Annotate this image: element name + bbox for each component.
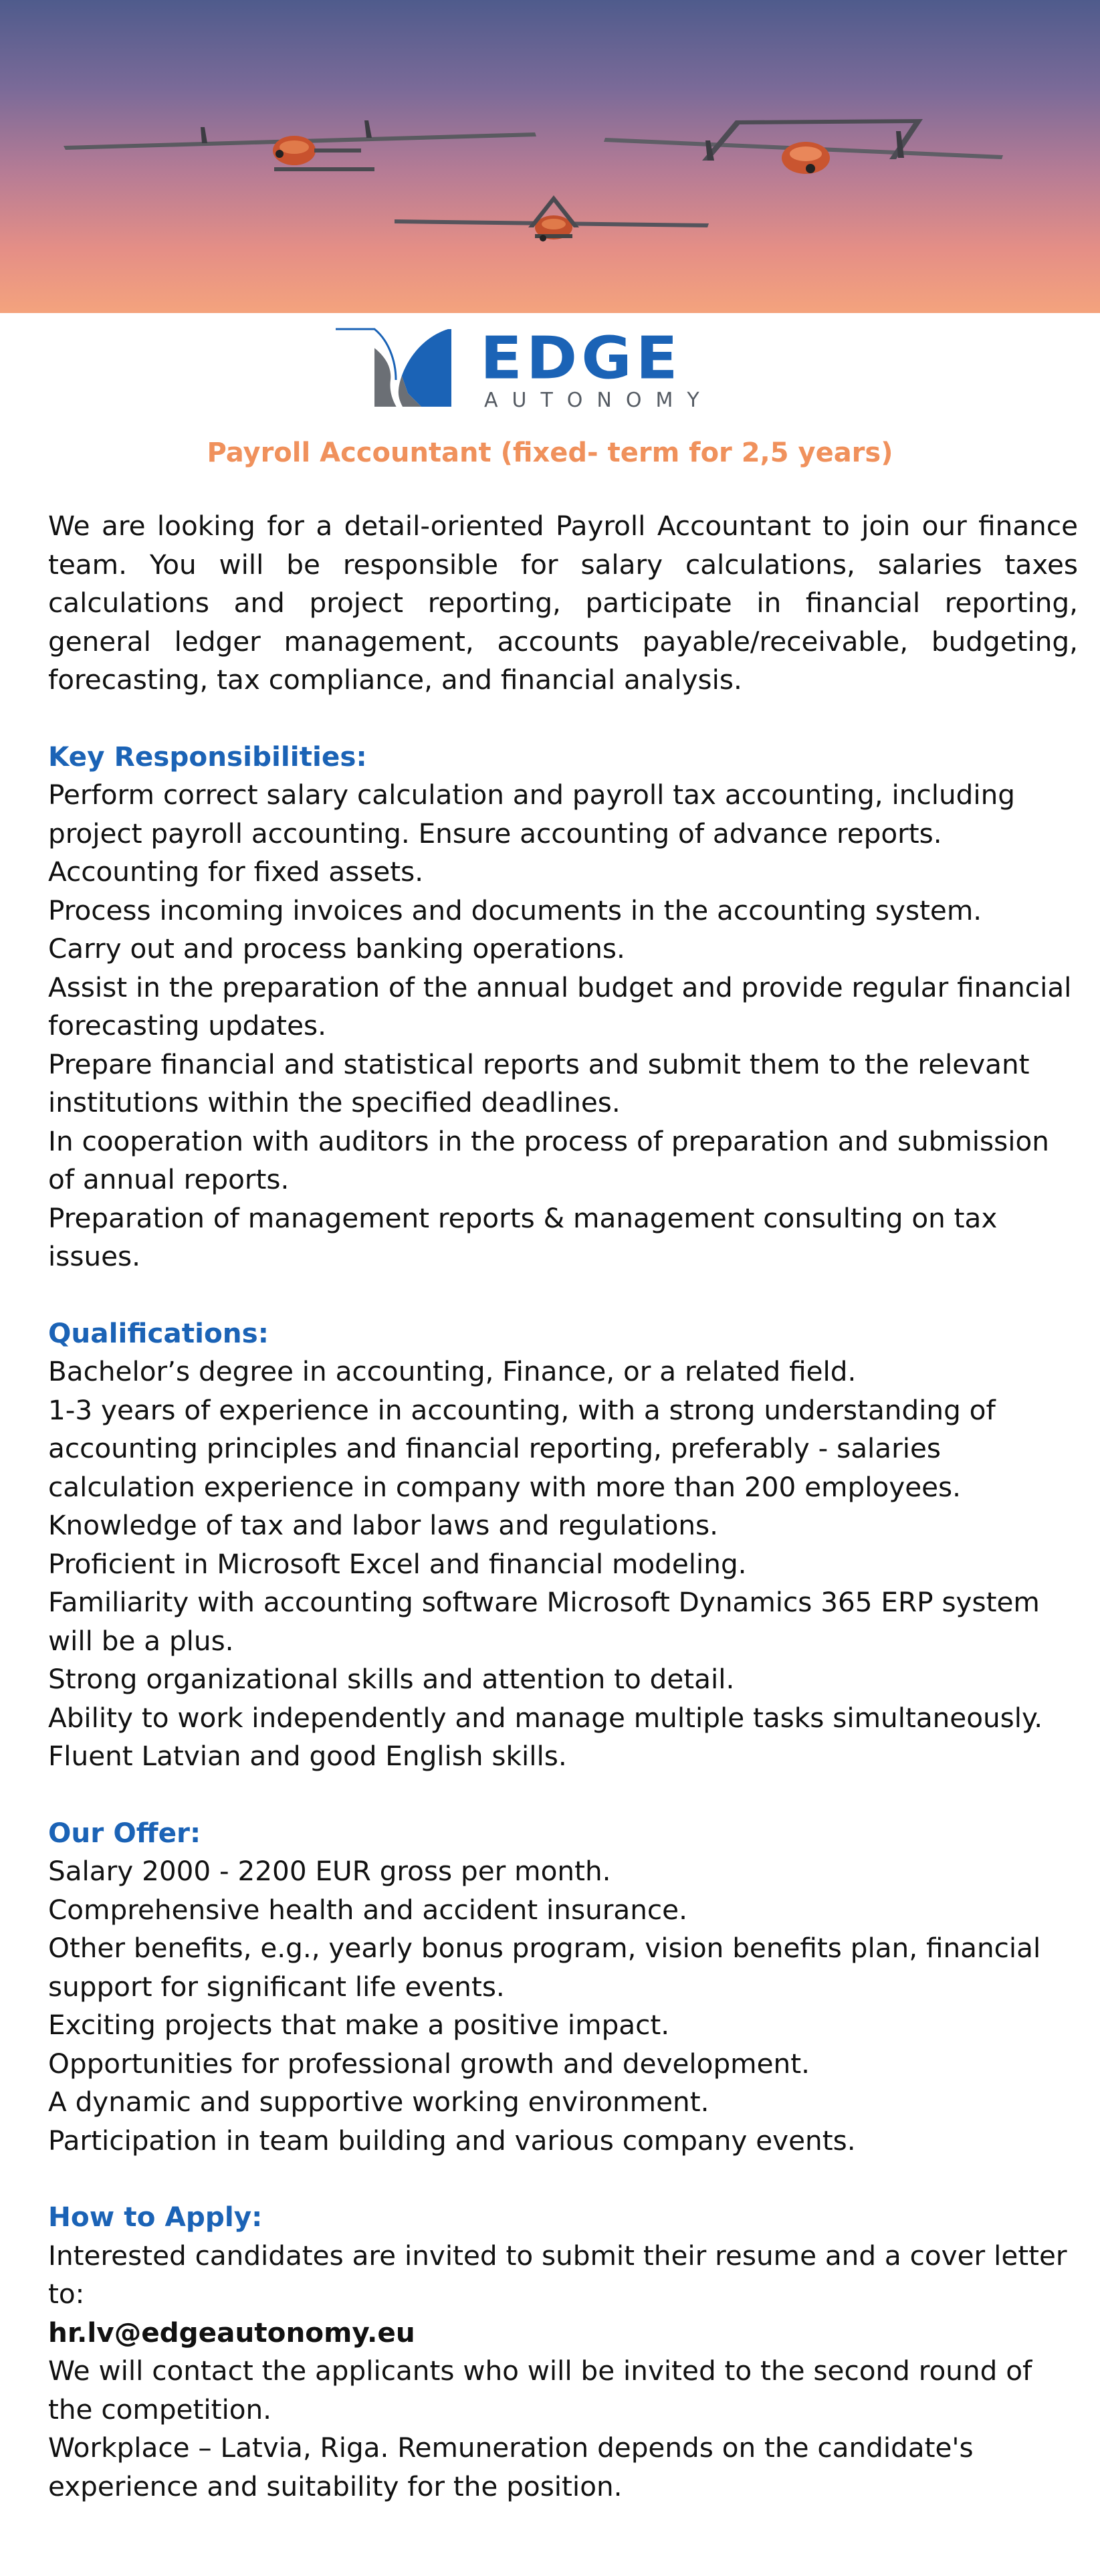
qualifications-section xyxy=(48,1314,1078,1776)
list-item: Opportunities for professional growth and development. xyxy=(48,2047,810,2080)
list-item: Salary 2000 - 2200 EUR gross per month. xyxy=(48,1855,611,1887)
apply-section xyxy=(48,2198,1078,2506)
section-heading: Our Offer: xyxy=(48,1816,201,1849)
job-title: Payroll Accountant (fixed- term for 2,5 years) xyxy=(207,437,893,468)
list-item: Bachelor’s degree in accounting, Finance, or a related field. xyxy=(48,1355,857,1387)
list-item: Exciting projects that make a positive impact. xyxy=(48,2009,670,2041)
list-item: 1-3 years of experience in accounting, with a strong understanding of accounting principles and financial reporting, preferably - salaries calculation experience in company with more than 200 employees. xyxy=(48,1393,996,1503)
drones-illustration xyxy=(0,0,1100,313)
list-item: Strong organizational skills and attention to detail. xyxy=(48,1663,735,1695)
list-item: Process incoming invoices and documents in the accounting system. xyxy=(48,894,982,926)
company-logo xyxy=(334,320,749,437)
list-item: Participation in team building and various company events. xyxy=(48,2124,856,2157)
workplace-info: Workplace – Latvia, Riga. Remuneration depends on the candidate's experience and suitability for the position. xyxy=(48,2432,974,2502)
section-heading: Qualifications: xyxy=(48,1316,269,1349)
logo-mark-icon xyxy=(334,320,468,437)
list-item: Fluent Latvian and good English skills. xyxy=(48,1740,567,1772)
list-item: Knowledge of tax and labor laws and regulations. xyxy=(48,1509,719,1541)
intro-paragraph: We are looking for a detail-oriented Payroll Accountant to join our finance team. You will be responsible for salary calculations, salaries taxes calculations and project reporting, participate in financial reporting, general ledger management, accounts payable/receivable, budgeting, forecasting, tax compliance, and financial analysis. xyxy=(48,510,1078,696)
list-item: Ability to work independently and manage multiple tasks simultaneously. xyxy=(48,1701,1043,1734)
list-item: Carry out and process banking operations. xyxy=(48,932,625,965)
responsibilities-section xyxy=(48,738,1078,1276)
contact-email-link[interactable]: hr.lv@edgeautonomy.eu xyxy=(48,2316,415,2349)
list-item: Comprehensive health and accident insurance. xyxy=(48,1893,687,1926)
list-item: Accounting for fixed assets. xyxy=(48,856,424,888)
logo-wordmark: EDGE xyxy=(480,324,682,393)
hero-image xyxy=(0,0,1100,313)
list-item: Proficient in Microsoft Excel and financial modeling. xyxy=(48,1547,747,1580)
logo-subtitle: AUTONOMY xyxy=(484,389,713,412)
list-item: A dynamic and supportive working environment. xyxy=(48,2086,709,2118)
list-item: Assist in the preparation of the annual budget and provide regular financial forecasting updates. xyxy=(48,971,1072,1042)
list-item: In cooperation with auditors in the process of preparation and submission of annual reports. xyxy=(48,1124,1049,1195)
apply-followup: We will contact the applicants who will be invited to the second round of the competition. xyxy=(48,2355,1032,2425)
job-description xyxy=(48,507,1078,2544)
offer-section xyxy=(48,1814,1078,2161)
list-item: Preparation of management reports & management consulting on tax issues. xyxy=(48,1201,998,1272)
section-heading: How to Apply: xyxy=(48,2201,263,2233)
list-item: Prepare financial and statistical reports and submit them to the relevant institutions within the specified deadlines. xyxy=(48,1048,1030,1118)
list-item: Perform correct salary calculation and payroll tax accounting, including project payroll accounting. Ensure accounting of advance reports. xyxy=(48,779,1015,850)
section-heading: Key Responsibilities: xyxy=(48,740,367,773)
drone-right xyxy=(604,119,1003,174)
list-item: Other benefits, e.g., yearly bonus program, vision benefits plan, financial support for significant life events. xyxy=(48,1932,1041,2003)
list-item: Familiarity with accounting software Microsoft Dynamics 365 ERP system will be a plus. xyxy=(48,1586,1040,1657)
apply-instructions: Interested candidates are invited to submit their resume and a cover letter to: xyxy=(48,2239,1067,2310)
drone-left xyxy=(64,120,536,171)
drone-center xyxy=(395,195,709,241)
